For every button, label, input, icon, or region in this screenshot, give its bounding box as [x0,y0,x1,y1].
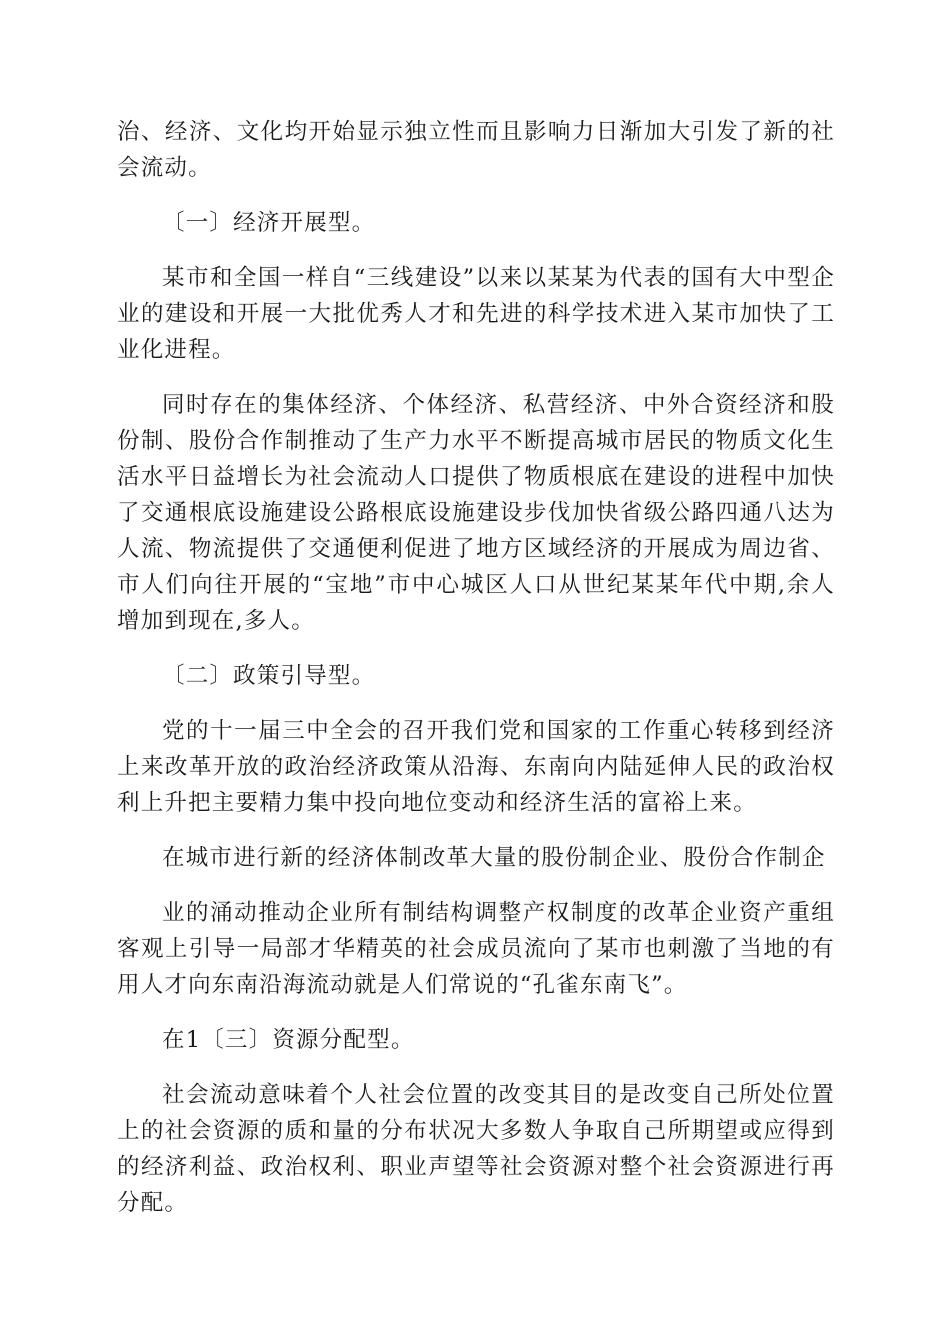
paragraph-continuation: 治、经济、文化均开始显示独立性而且影响力日渐加大引发了新的社会流动。 [117,119,835,181]
section-heading-resource: 在1〔三〕资源分配型。 [162,1027,415,1053]
paragraph: 党的十一届三中全会的召开我们党和国家的工作重心转移到经济上来改革开放的政治经济政策从沿海、东南向内陆延伸人民的政治权利上升把主要精力集中投向地位变动和经济生活的富裕上来。 [117,718,835,816]
section-heading-policy: 〔二〕政策引导型。 [162,663,376,689]
paragraph: 同时存在的集体经济、个体经济、私营经济、中外合资经济和股份制、股份合作制推动了生产力水平不断提高城市居民的物质文化生活水平日益增长为社会流动人口提供了物质根底在建设的进程中加快了交通根底设施建设公路根底设施建设步伐加快省级公路四通八达为人流、物流提供了交通便利促进了地方区域经济的开展成为周边省、市人们向往开展的“宝地”市中心城区人口从世纪某某年代中期,余人增加到现在,多人。 [117,392,835,634]
paragraph: 社会流动意味着个人社会位置的改变其目的是改变自己所处位置上的社会资源的质和量的分布状况大多数人争取自己所期望或应得到的经济利益、政治权利、职业声望等社会资源对整个社会资源进行再分配。 [117,1082,835,1216]
section-heading-economic: 〔一〕经济开展型。 [162,210,376,236]
paragraph: 在城市进行新的经济体制改革大量的股份制企业、股份合作制企 [162,845,826,871]
paragraph: 业的涌动推动企业所有制结构调整产权制度的改革企业资产重组客观上引导一局部才华精英的社会成员流向了某市也刺激了当地的有用人才向东南沿海流动就是人们常说的“孔雀东南飞”。 [117,900,835,998]
paragraph: 某市和全国一样自“三线建设”以来以某某为代表的国有大中型企业的建设和开展一大批优秀人才和先进的科学技术进入某市加快了工业化进程。 [117,265,835,363]
document-page [117,114,835,1240]
